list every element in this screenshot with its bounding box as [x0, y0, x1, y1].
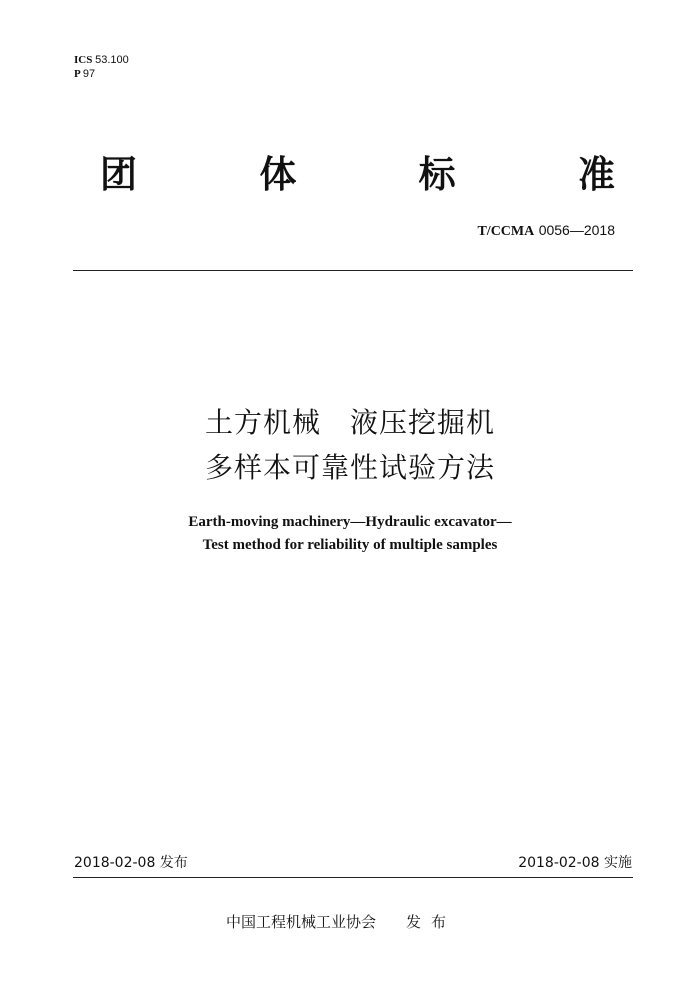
classification-codes [74, 53, 129, 81]
ccs-code: 97 [82, 68, 96, 80]
implementation-date: 2018-02-08 实施 [518, 855, 632, 871]
publisher-action: 发布 [406, 913, 457, 931]
ics-label: ICS [74, 54, 93, 66]
english-title-line2: Test method for reliability of multiple samples [202, 537, 498, 553]
standard-type-char: 标 [418, 153, 456, 196]
standard-type-char: 体 [259, 153, 297, 196]
issue-date: 2018-02-08 发布 [74, 855, 188, 871]
standard-type-char: 团 [100, 153, 137, 196]
chinese-title-line1: 土方机械 液压挖掘机 [204, 406, 495, 439]
standard-type-heading [100, 150, 615, 200]
standard-number-value: 0056—2018 [538, 222, 615, 238]
publisher-line [226, 912, 456, 932]
english-title-line1: Earth-moving machinery—Hydraulic excavator— [188, 514, 512, 530]
ics-line [74, 53, 129, 67]
standard-number-prefix: T/CCMA [477, 224, 535, 239]
standard-number [477, 222, 615, 240]
ccs-label: P [74, 68, 81, 80]
publisher-name: 中国工程机械工业协会 [226, 913, 377, 931]
bottom-divider [73, 877, 633, 878]
ccs-line [74, 67, 129, 81]
top-divider [73, 270, 633, 271]
standard-type-char: 准 [577, 153, 615, 196]
chinese-title-line2: 多样本可靠性试验方法 [204, 451, 495, 484]
ics-code: 53.100 [95, 54, 129, 66]
